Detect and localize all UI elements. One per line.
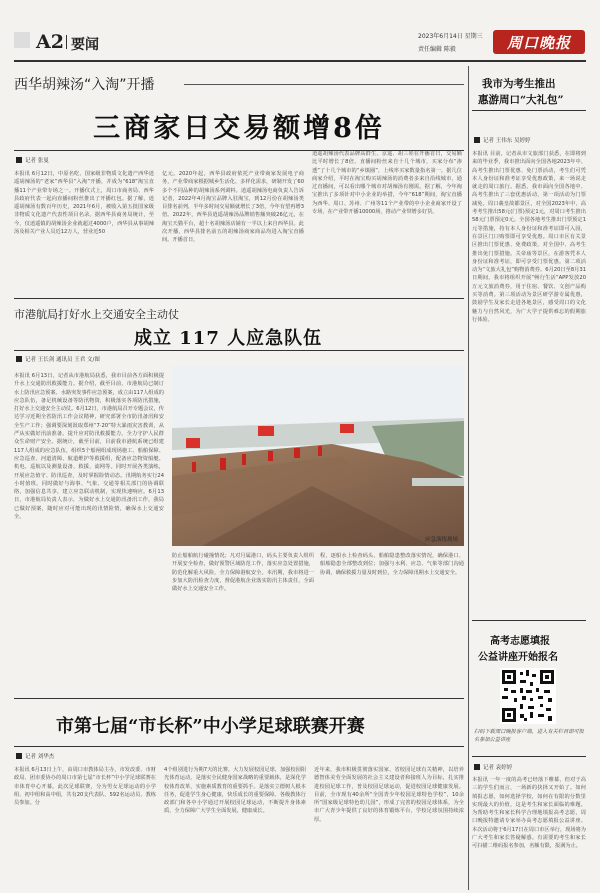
masthead <box>0 0 600 58</box>
sidebar-byline <box>474 136 531 144</box>
story2-rule <box>14 350 464 351</box>
story3-top-rule <box>14 698 464 699</box>
story2-top-rule <box>14 298 464 299</box>
paper-logo <box>493 30 585 54</box>
sidebar-headline-1: 我市为考生推出 <box>482 78 556 90</box>
story2-headline: 成立 117 人应急队伍 <box>134 328 323 349</box>
story1-byline <box>16 156 49 164</box>
story3-rule <box>14 746 464 747</box>
sidebar-body-2: 本报讯 一年一度的高考已经落下帷幕，但对于高三的学生们而言，一场新的抉择又开始了。如何填报志愿，如何选择学校，如何在有限的分数里实现最大的价值，这是考生和家长面临的难题。为帮助考生和家长科学合理地填报高考志愿，周口晚报特邀请专家举办高考志愿填报公益讲座。本次活动将于6月17日在周口市区举行，现场将为广大考生和家长答疑解惑。有需要的考生和家长可扫描二维码报名参加，名额有限，报满为止。 <box>472 777 586 850</box>
story2-byline-text: 记者 王长剑 通讯员 王君 文/图 <box>25 357 100 363</box>
section-name: 要闻 <box>71 37 99 53</box>
story2-kicker: 市港航局打好水上交通安全主动仗 <box>14 308 179 321</box>
sidebar-rule <box>472 110 586 111</box>
story1-headline: 三商家日交易额增8倍 <box>93 113 385 144</box>
page-marker <box>14 32 30 48</box>
ad-headline-1: 高考志愿填报 <box>490 636 550 647</box>
story3-col1: 本报讯 6月13日上午，由周口市教体局主办，市发改委、市财政局、团市委协办的周口市第七届“市长杯”中小学足球联赛在市体育中心开幕。此次足球联赛，分为男女足球运动的小学组、初中组和高中组，共有20支代表队、592名运动员、教练员参加。分 <box>14 767 156 807</box>
ad-headline-2: 公益讲座开始报名 <box>478 652 558 663</box>
story1-col2: 亿元。2020年起，西华县政府依托产业带商家发展电子商务，产业带商家根据城乡生活化、多样化需求，研制开发了60多个不同品种的胡辣汤系列调料。逍遥胡辣汤电商负责人告诉记者，2022年4月淘宝品牌入驻淘宝，到12月份在胡辣汤类目排名前列，半年多时间交易额就增长了3倍，今年有望再增3倍。2022年，西华县逍遥胡辣汤品牌销售额突破26亿元，在淘宝天猫平台，超十名胡辣汤店铺有一半以上来自西华县。此次开播，西华县排名前五的胡辣汤商家商品均进入淘宝直播间。开播首日， <box>162 171 304 244</box>
sidebar-byline-2-text: 记者 袁婷婷 <box>483 765 513 771</box>
qr-code[interactable] <box>500 668 556 724</box>
story2-photo <box>172 366 464 546</box>
story1-col1: 本报讯 6月12日，中原名吃、国家级非物质文化遗产西华逍遥胡辣汤的“老家”西华县“入淘”开播，并成为“618”淘宝直播11个产业带专场之一。开播仪式上，周口市商务局、西华县政府代表一起向直播间粉丝推出了开播红包。据了解，逍遥胡辣汤有数百年历史，2021年6月，被收入第五批国家级非物质文化遗产代表性项目名录。据西华县商务局统计，至今，仅逍遥镇的胡辣汤企业就超过4000户，西华县从事胡辣汤及相关产业人员近12万人，营业近50 <box>14 171 154 236</box>
sidebar-body: 本报讯 目前，记者从市文旅部门获悉，在即将到来的毕业季，我市推出面向全国各地2023年中、高考生推出门票优惠、免门票活动，考生们可凭本人身份证和准考证享受优惠政策，来一场说走就走的周口旅行。据悉，我市面向全国各地中、高考生推出了三套优惠活动，第一项活动为门票减免。周口羲皇故都景区，对全国2023年中、高考考生推出58元(门票)预定1元，对周口考生推出58元门票预定0元。全国各地考生推出门票预定1元等措施，持有本人身份证和准考证即可入园，在景区门口购票即可享受优惠。周口市区有关景区推出门票优惠、免费政策，对全国中、高考生推出免门票措施。关帝庙等景区，在游客凭本人身份证和准考证，即可享受门票优惠。第二项活动为“文旅大礼包”购物消费券。6月20日至8月31日期间，我市将组织开展“畅行生活”APP发放20万元文旅消费券，用于住宿、餐饮、文创产品购买等消费。第三项活动为景区研学游专属优惠，鼓励学生及家长走进各地景区，感受周口的文化魅力与自然风光，为广大学子提供难忘的假期旅行体验。 <box>472 151 586 323</box>
story3-col2: 4个组别进行为期7天的比赛。大力发展校园足球，加强校园阳光体育运动，是落实全民健身国家战略的重要载体，是深化学校体育改革，实施素质教育的重要抓手。是落实立德树人根本任务，促进学生身心健康，快乐成长的重要保障。各级教体行政部门和各中小学通过开展校园足球运动，不断提升身体素质，全力保障广大学生全面发展，健康成长。 <box>164 767 306 815</box>
story1-col3: 逍遥胡辣汤代表品牌高群生、京遥、胡三娃在开播首日，交易额比平时增长了8倍。直播间粉丝来自十几个城市，买家分布“渗透”了十几个城市的“乡镇圈”，上线率买家数量指名第一。据几位商家介绍，平时在淘宝购买胡辣汤的消费者多来自沿线城市，通过直播间，可以看出哪个城市对胡辣汤有刚需。据了解，今年淘宝推出了多项针对中小企业的举措，今年“618”期间，淘宝直播为西华、周口、苏州、广州等11个产业带的中小企业商家开设了专场，在产业带开播10000场，推动产业带增多好货。 <box>312 151 462 216</box>
qr-code-icon <box>500 668 556 724</box>
story1-kicker: 西华胡辣汤“入淘”开播 <box>14 77 155 93</box>
sidebar <box>472 66 586 890</box>
photo-caption: 应急演练现场 <box>424 537 458 543</box>
byline-marker <box>474 764 480 770</box>
story2-col2: 防止船舶航行碰撞情况；凡对月属港口，码头主要负责人组织开展安全检查，做好预警区域防范工作，落实应急处置措施，防范化解重大风险，全力保障港航安全。本汛期，我市将进一步加大防汛检查力度，督促港航企业落实防汛主体责任，全面做好水上交通安全工作。 <box>172 553 314 593</box>
story-ports <box>14 298 464 636</box>
ad-bottom-rule <box>472 756 586 757</box>
story-hulatang <box>14 66 464 298</box>
section-divider <box>66 35 67 49</box>
story2-col3: 程，逐船水上检查码头、船舶隐患整改落实情况，确保港口、船舶隐患全部整改到位；加强与水利、应急、气象等部门沟通协调，确保救援力量及时到位，全力保障汛期水上交通安全。 <box>320 553 464 576</box>
sidebar-byline-2 <box>474 763 512 771</box>
byline-marker <box>474 137 480 143</box>
sidebar-left-rule <box>468 66 469 890</box>
story3-headline: 市第七届“市长杯”中小学足球联赛开赛 <box>56 716 365 737</box>
story-football <box>14 700 464 890</box>
ad-top-rule <box>472 620 586 621</box>
river-bank-photo <box>172 366 464 546</box>
masthead-rule <box>14 60 586 62</box>
byline-marker <box>16 157 22 163</box>
sidebar-headline-2: 惠游周口“大礼包” <box>478 94 564 106</box>
kicker-rule <box>184 84 464 85</box>
ad-caption: 扫码下载周口晚报客户端，进入有关栏目即可报名参加公益讲座 <box>474 729 584 744</box>
masthead-date: 2023年6月14日 星期三 <box>418 33 483 40</box>
story1-byline-text: 记者 张曼 <box>25 158 49 164</box>
story3-byline-text: 记者 刘华杰 <box>25 754 55 760</box>
story3-col3: 近年来，我市积极贯彻落实国家、省校园足球有关精神，以培养德智体美劳全面发展的社会主义建设者和接班人为目标，扎实推进校园足球工作，普及校园足球运动，促进校园足球健康发展。目前，全市现有40余所“全国青少年校园足球特色学校”，10余所“国家级足球特色幼儿园”，形成了完善的校园足球体系，为全市广大青少年提供了良好的体育锻炼平台，学校足球氛围持续浓厚。 <box>314 767 464 823</box>
story2-col1: 本报讯 6月13日，记者从市港航局获悉，我市目前各方面积极提升水上交通防汛救援能力。据介绍，截至目前，市港航局已制订水上防汛应急预案、水路突发事件应急预案，成立由117人组成的应急队伍，备足机械设备等防汛物资，积极落实各项防汛措施，打好水上交通安全主动仗。6月12日，市港航局召开专题会议，传达学习近期全省防汛工作会议精神，研究部署全市防汛备汛和安全生产工作；强调要深刻汲取郑州“7·20”特大暴雨灾害教训，从严从实做好汛前准备。提升应对防汛救援能力，全力守护人民群众生命财产安全。据统计，截至目前，目前我市港航系统已组建117人组成的应急队伍，组织5个船闸组成现场施工、船舶保障、应急巡查、河道清障、航道维护等救援组，配备应急物资船艇、机电、巡航以及测量设备、救援、滤网等。同时开展各类演练，开展应急值守、防汛巡查，及时掌握险情动态。汛期航务实行24小时值班。同时做好与海事、气象、交通等相关部门的协调联络，加强信息共享，建立应急联动机制，实现快速响应。6月13日，市港航局负责人表示，为做好水上交通防汛备汛工作，我局已做好预案，随时应对可能出现的汛情险情，确保水上交通安全。 <box>14 373 164 521</box>
byline-marker <box>16 753 22 759</box>
story3-byline <box>16 752 54 760</box>
masthead-editor: 责任编辑 陈毅 <box>418 46 456 53</box>
paper-name: 周口晚报 <box>506 33 571 52</box>
byline-marker <box>16 356 22 362</box>
page-code: A2 <box>36 31 64 53</box>
story2-byline <box>16 355 100 363</box>
sidebar-byline-text: 记者 王伟东 吴婷婷 <box>483 138 531 144</box>
